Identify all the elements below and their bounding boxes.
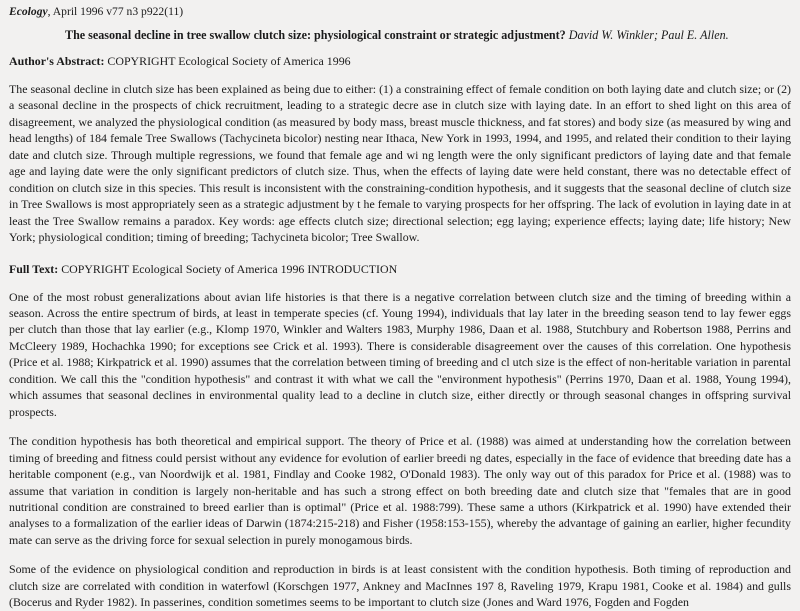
fulltext-label: Full Text: bbox=[9, 261, 59, 276]
journal-citation bbox=[9, 5, 791, 19]
abstract-label: Author's Abstract: bbox=[9, 54, 105, 68]
fulltext-paragraph: Some of the evidence on physiological condition and reproduction in birds is at least consistent with the condition hypothesis. Both timing of reproduction and clutch size are correlated with condition in waterfowl (Korschgen 1977, Ankney and MacInnes 197 8, Raveling 1979, Krapu 1981, Cooke et al. 1984) and gulls (Bocerus and Ryder 1982). In passerines, condition sometimes seems to be important to clutch size (Jones and Ward 1976, Fogden and Fogden bbox=[9, 562, 791, 610]
article-authors: David W. Winkler; Paul E. Allen. bbox=[568, 28, 729, 42]
abstract-heading-line bbox=[9, 54, 791, 69]
abstract-text: The seasonal decline in clutch size has been explained as being due to either: (1) a constraining effect of female condition on both laying date and clutch size; or (2) a seasonal decline in the prospects of chick recruitment, leading to a strategic decre ase in clutch size with laying date. In an effort to shed light on this area of disagreement, we analyzed the physiological condition (as measured by body mass, breast muscle thickness, and fat stores) and body size (as measured by wing and head lengths) of 184 female Tree Swallows (Tachycineta bicolor) nesting near Ithaca, New York in 1993, 1994, and 1995, and related their condition to their laying date and clutch size. Through multiple regressions, we found that female age and wi ng length were the only significant predictors of laying date and that female age and laying date were the only significant predictors of clutch size. Thus, when the effects of laying date were held constant, there was no detectable effect of condition on clutch size in this species. This result is inconsistent with the constraining-condition hypothesis, and it suggests that the seasonal decline of clutch size in Tree Swallows is most appropriately seen as a strategic adjustment by t he female to varying prospects for her offspring. The lack of evolution in laying date in at least the Tree Swallow remains a paradox. Key words: age effects clutch size; directional selection; egg laying; experience effects; laying date; life history; New York; physiological condition; timing of breeding; Tachycineta bicolor; Tree Swallow. bbox=[9, 82, 791, 245]
article-title-block bbox=[9, 28, 791, 43]
fulltext-heading-line bbox=[9, 262, 791, 277]
fulltext-section bbox=[9, 262, 791, 611]
page-title: The seasonal decline in tree swallow clutch size: physiological constraint or strategic adjustment? bbox=[65, 28, 566, 42]
fulltext-copyright: COPYRIGHT Ecological Society of America 1996 INTRODUCTION bbox=[58, 261, 398, 276]
fulltext-paragraph: The condition hypothesis has both theoretical and empirical support. The theory of Price et al. (1988) was aimed at understanding how the correlation between timing of breeding and fitness could persist without any evidence for evolution of earlier breedi ng dates, especially in the face of evidence that breeding date has a heritable component (e.g., van Noordwijk et al. 1981, Findlay and Cooke 1982, O'Donald 1983). The only way out of this paradox for Price et al. (1988) was to assume that variation in condition is largely non-heritable and has such a strong effect on both breeding date and clutch size that "females that are in good nutritional condition are constrained to breed earlier than is optimal" (Price et al. 1988:799). These same a uthors (Kirkpatrick et al. 1990) have extended their analyses to a formalization of the earlier ideas of Darwin (1874:215-218) and Fisher (1958:153-155), whereby the advantage of gaining an earlier, higher fecundity mate can serve as the driving force for sexual selection in purely monogamous birds. bbox=[9, 434, 791, 547]
abstract-copyright: COPYRIGHT Ecological Society of America 1996 bbox=[104, 54, 351, 68]
abstract-section bbox=[9, 54, 791, 246]
fulltext-paragraph: One of the most robust generalizations about avian life histories is that there is a negative correlation between clutch size and the timing of breeding within a season. Across the entire spectrum of birds, at least in temperate species (cf. Young 1994), individuals that lay later in the breeding season tend to lay fewer eggs per clutch than those that lay earlier (e.g., Klomp 1970, Winkler and Walters 1983, Murphy 1986, Daan et al. 1988, Stutchbury and Robertson 1988, Perrins and McCleery 1989, Hochachka 1990; for exceptions see Crick et al. 1993). There is considerable disagreement over the causes of this correlation. One hypothesis (Price et al. 1988; Kirkpatrick et al. 1990) assumes that the correlation between timing of breeding and cl utch size is the effect of non-heritable variation in parental condition. We call this the "condition hypothesis" and contrast it with what we call the "environment hypothesis" (Perrins 1970, Daan et al. 1988, Young 1994), which assumes that seasonal declines in environmental quality lead to a decline in clutch size, either directly or through seasonal changes in offspring survival prospects. bbox=[9, 289, 791, 419]
journal-name: Ecology bbox=[9, 5, 48, 18]
journal-citation-details: , April 1996 v77 n3 p922(11) bbox=[47, 5, 184, 18]
